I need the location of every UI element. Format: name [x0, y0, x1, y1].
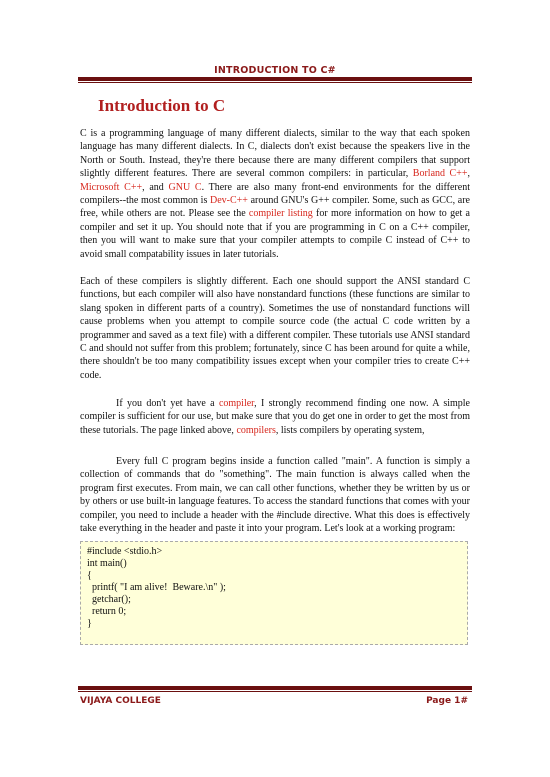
paragraph-2: Each of these compilers is slightly different. Each one should support the ANSI standard C functions, but each compiler will also have nonstandard functions (these functions are similar to slang spoken in different parts of a country). Sometimes the use of nonstandard functions will cause problems when you attempt to compile source code (the actual C code written by a programmer and saved as a text file) with a different compiler. These tutorials use ANSI standard C and should not suffer from this problem; fortunately, since C has been around for quite a while, there shouldn't be too many compatibility issues except when your compiler tries to create C++ code.	[80, 276, 470, 381]
link-dev-cpp[interactable]: Dev-C++	[209, 195, 248, 207]
code-line: getchar();	[87, 594, 131, 605]
page-header-title: INTRODUCTION TO C#	[214, 65, 336, 76]
link-compiler-listing[interactable]: compiler listing	[248, 208, 313, 220]
link-compiler[interactable]: compiler	[218, 398, 255, 409]
code-line: }	[87, 618, 92, 629]
code-block	[80, 541, 468, 645]
footer-college-name: VIJAYA COLLEGE	[80, 696, 161, 706]
footer-rule-thin	[78, 691, 472, 692]
link-microsoft[interactable]: Microsoft C++	[80, 181, 143, 193]
document-title: Introduction to C	[98, 96, 226, 115]
link-borland[interactable]: Borland C++	[412, 168, 468, 180]
footer-rule	[78, 686, 472, 690]
code-line: return 0;	[87, 606, 127, 617]
link-gnu-c[interactable]: GNU C	[168, 181, 202, 193]
header-rule	[78, 77, 472, 81]
header-rule-thin	[78, 82, 472, 83]
paragraph-1: C is a programming language of many different dialects, similar to the way that each spoken language has many different dialects. In C, dialects don't exist because the speakers live in the North or South. Instead, they're there because there are many different compilers that support slightly different features. There are several common compilers: in particular, Borland C++, Microsoft C++, and GNU C. There are also many front-end environments for the different compilers--the most common is Dev-C++ around GNU's G++ compiler. Some, such as GCC, are free, while others are not. Please see the compiler listing for more information on how to get a compiler and set it up. You should note that if you are programming in C on a C++ compiler, then you will want to make sure that your compiler attempts to compile C instead of C++ to avoid small compatability issues in later tutorials.	[80, 128, 470, 260]
code-line: printf( "I am alive! Beware.\n" );	[87, 582, 226, 593]
paragraph-3: If you don't yet have a compiler, I strongly recommend finding one now. A simple compiler is sufficient for our use, but make sure that you do get one in order to get the most from these tutorials. The page linked above, compilers, lists compilers by operating system,	[80, 398, 470, 436]
footer-page-number: Page 1#	[426, 696, 468, 706]
paragraph-4: Every full C program begins inside a function called "main". A function is simply a collection of commands that do "something". The main function is always called when the program first executes. From main, we can call other functions, whether they be written by us or by others or use built-in language features. To access the standard functions that comes with your compiler, you need to include a header with the #include directive. What this does is effectively take everything in the header and paste it into your program. Let's look at a working program:	[80, 456, 470, 535]
code-line: #include <stdio.h>	[87, 546, 163, 557]
code-line: {	[87, 570, 92, 581]
link-compilers[interactable]: compilers	[236, 424, 276, 436]
code-line: int main()	[87, 558, 127, 569]
